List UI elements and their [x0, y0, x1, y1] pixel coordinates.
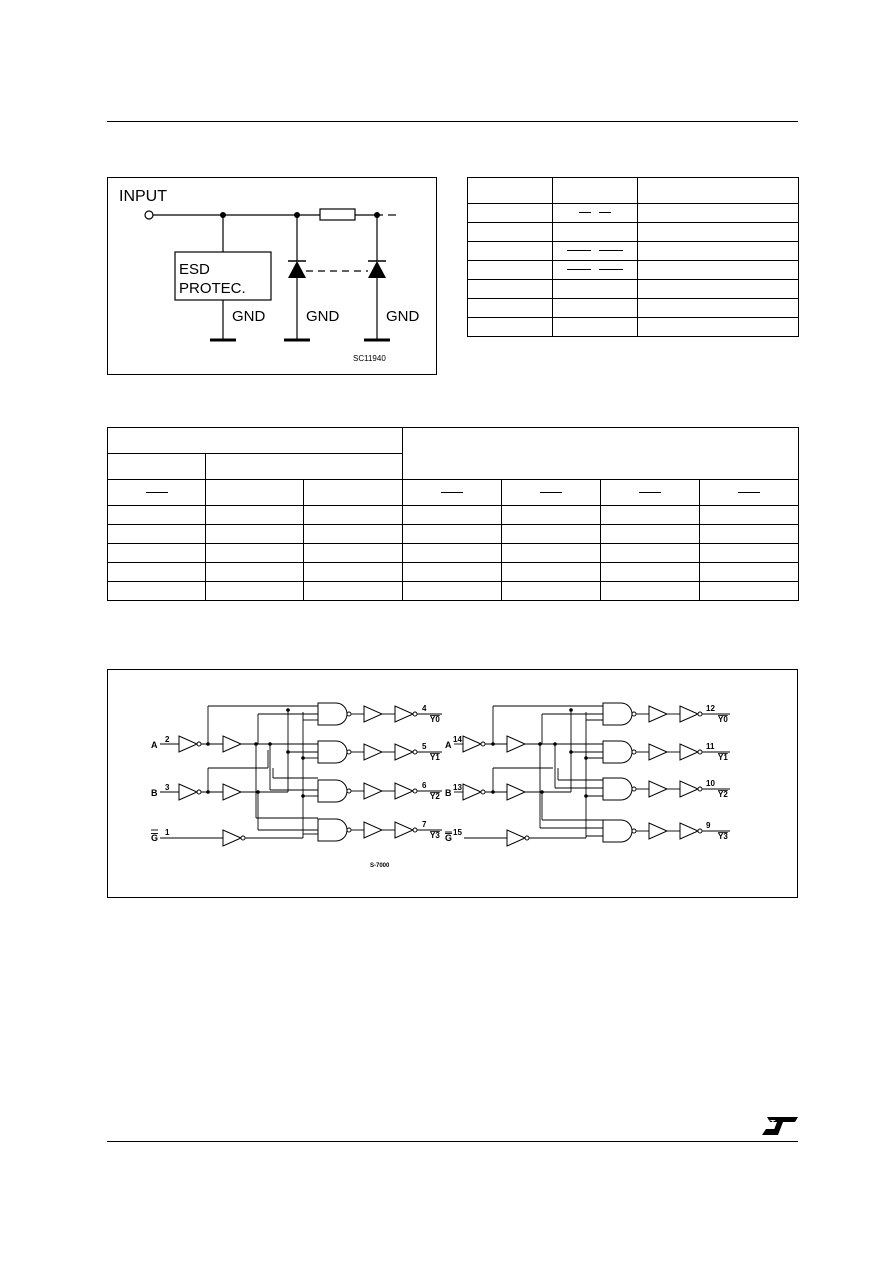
input-circuit-diagram	[108, 178, 436, 374]
pin-y3-right: 9	[706, 821, 711, 830]
circuit-figure-code: SC11940	[353, 354, 386, 363]
input-g-right: G	[445, 833, 453, 843]
gnd-label-diode2: GND	[386, 308, 420, 325]
output-stage-right-1	[603, 741, 730, 763]
input-b-right: B	[445, 788, 452, 798]
gnd-label-esd: GND	[232, 308, 266, 325]
output-y3-left: Y3	[430, 831, 440, 840]
output-stage-left-1	[318, 741, 442, 763]
pin-description-table	[467, 177, 799, 337]
pin-b-left: 3	[165, 783, 170, 792]
esd-label-line2: PROTEC.	[179, 280, 246, 297]
st-logo-text: ST	[765, 1119, 776, 1128]
st-logo-icon	[761, 1116, 799, 1136]
input-a-right: A	[445, 740, 452, 750]
logic-diagram	[107, 669, 798, 898]
pin-y0-right: 12	[706, 704, 715, 713]
output-stage-left-2	[318, 780, 442, 802]
output-y2-left: Y2	[430, 792, 440, 801]
esd-label-line1: ESD	[179, 261, 210, 278]
input-g-left: G	[151, 833, 159, 843]
output-stage-right-2	[603, 778, 730, 800]
input-label: INPUT	[119, 188, 167, 205]
pin-g-left: 1	[165, 828, 170, 837]
output-y0-right: Y0	[718, 715, 728, 724]
output-stage-right-3	[603, 820, 730, 842]
input-equivalent-circuit	[107, 177, 437, 375]
output-stage-right-0	[603, 703, 730, 725]
output-y1-left: Y1	[430, 753, 440, 762]
pin-y3-left: 7	[422, 820, 427, 829]
pin-a-right: 14	[453, 735, 462, 744]
pin-y0-left: 4	[422, 704, 427, 713]
output-stage-left-0	[318, 703, 442, 725]
output-stage-left-3	[318, 819, 442, 841]
diode-2	[368, 261, 386, 278]
footer-rule	[107, 1141, 798, 1142]
input-b-left: B	[151, 788, 158, 798]
decoder-right	[445, 703, 730, 846]
header-rule	[107, 121, 798, 122]
logic-diagram-svg	[108, 670, 797, 897]
truth-table	[107, 427, 799, 601]
pin-y2-left: 6	[422, 781, 427, 790]
pin-y2-right: 10	[706, 779, 715, 788]
input-a-left: A	[151, 740, 158, 750]
logic-figure-code: S-7000	[370, 863, 390, 869]
decoder-left	[151, 703, 442, 846]
resistor	[320, 209, 355, 220]
output-y2-right: Y2	[718, 790, 728, 799]
pin-b-right: 13	[453, 783, 462, 792]
input-terminal	[145, 211, 153, 219]
pin-g-right: 15	[453, 828, 462, 837]
diode-1	[288, 261, 306, 278]
pin-y1-right: 11	[706, 742, 715, 751]
output-y0-left: Y0	[430, 715, 440, 724]
pin-y1-left: 5	[422, 742, 427, 751]
gnd-label-diode1: GND	[306, 308, 340, 325]
output-y1-right: Y1	[718, 753, 728, 762]
pin-a-left: 2	[165, 735, 170, 744]
output-y3-right: Y3	[718, 832, 728, 841]
